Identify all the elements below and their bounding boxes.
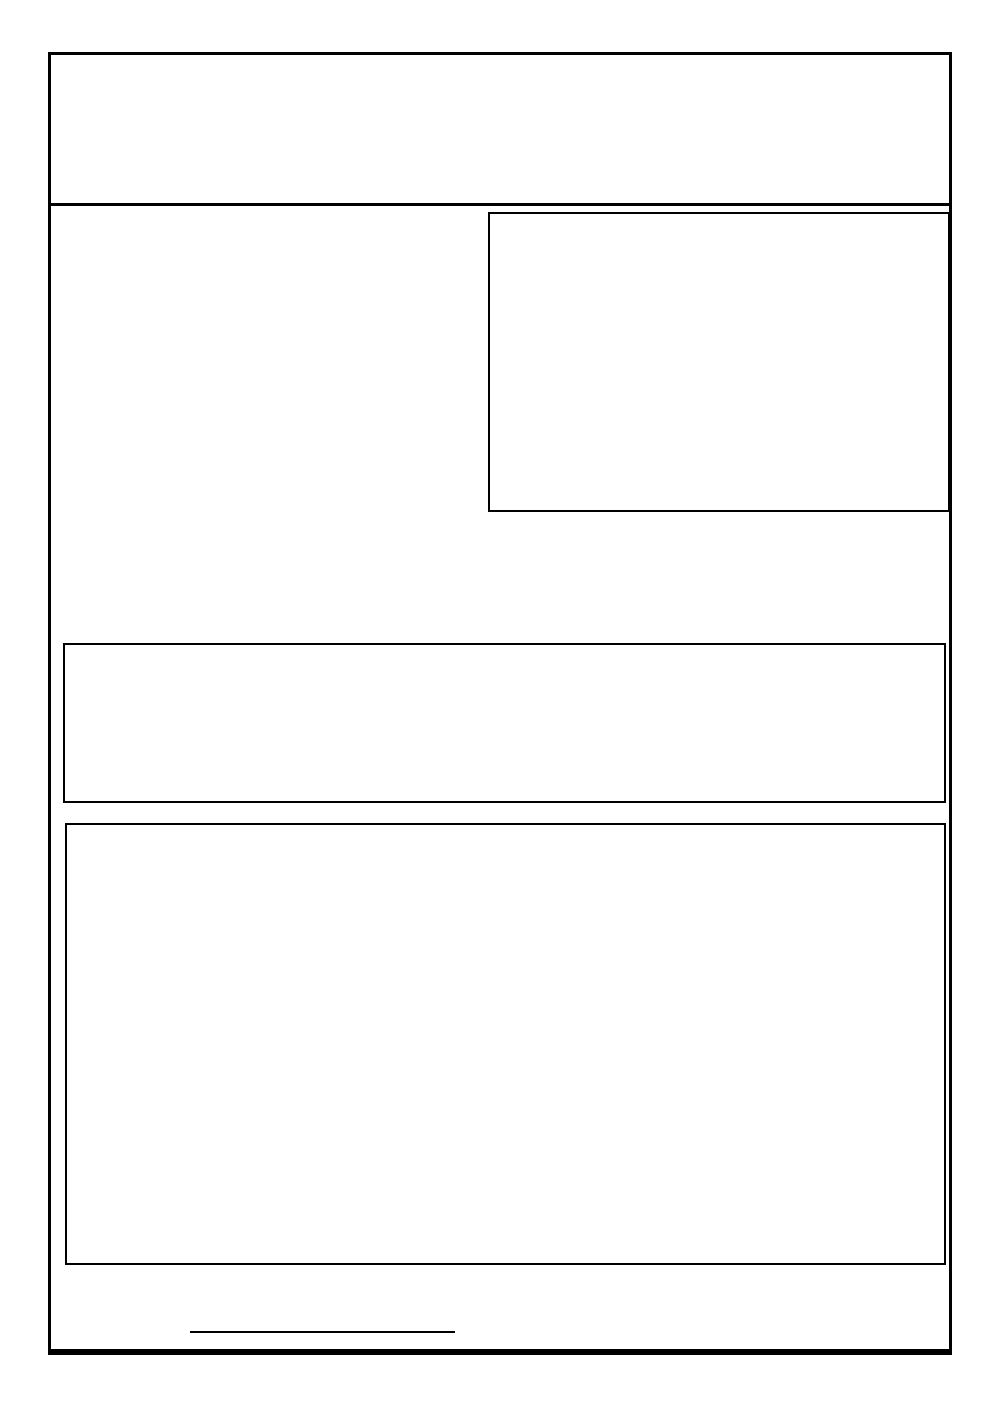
ard-panel [65,823,946,1265]
waveform-panel [488,212,950,512]
signature-line [190,1331,455,1333]
ard-plot [67,825,944,1263]
spectrum-plot [65,645,944,801]
header-divider [48,203,952,206]
waveform-plot [490,214,948,510]
waveform-scale-label [492,214,499,216]
spectrum-panel [63,643,946,803]
